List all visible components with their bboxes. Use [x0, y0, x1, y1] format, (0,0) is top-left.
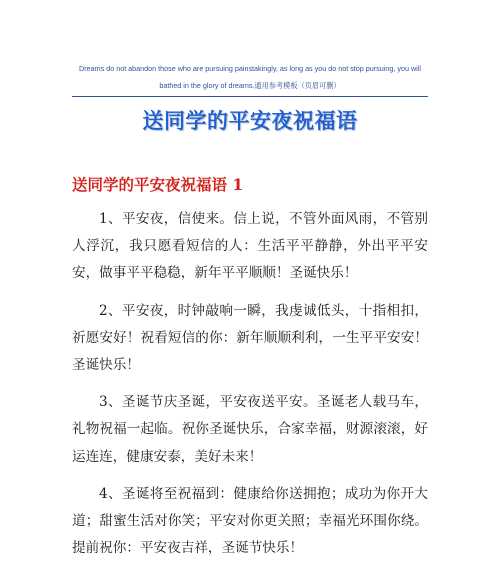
header-motto-line-1: Dreams do not abandon those who are pursuing painstakingly, as long as you do not stop pursuing, you will	[79, 64, 421, 73]
paragraph-2: 2、平安夜，时钟敲响一瞬，我虔诚低头，十指相扣，祈愿安好！祝看短信的你：新年顺顺利利，一生平平安安！圣诞快乐！	[72, 302, 428, 374]
page-header-motto	[62, 60, 438, 94]
header-motto-line-2: bathed in the glory of dreams.通用参考模板（页眉可删）	[159, 81, 341, 90]
section-heading: 送同学的平安夜祝福语 1	[72, 175, 244, 194]
paragraph-1: 1、平安夜，信使来。信上说，不管外面风雨，不管别人浮沉，我只愿看短信的人：生活平平静静，外出平平安安，做事平平稳稳，新年平平顺顺！圣诞快乐！	[72, 211, 428, 282]
document-title: 送同学的平安夜祝福语	[142, 109, 358, 133]
paragraph-4: 4、圣诞将至祝福到：健康给你送拥抱；成功为你开大道；甜蜜生活对你笑；平安对你更关照；幸福光环围你绕。提前祝你：平安夜吉祥，圣诞节快乐！	[72, 485, 428, 557]
body-text	[72, 206, 428, 572]
paragraph-3: 3、圣诞节庆圣诞，平安夜送平安。圣诞老人载马车，礼物祝福一起临。祝你圣诞快乐，合家幸福，财源滚滚，好运连连，健康安泰，美好未来！	[72, 394, 428, 465]
header-divider	[72, 96, 428, 97]
